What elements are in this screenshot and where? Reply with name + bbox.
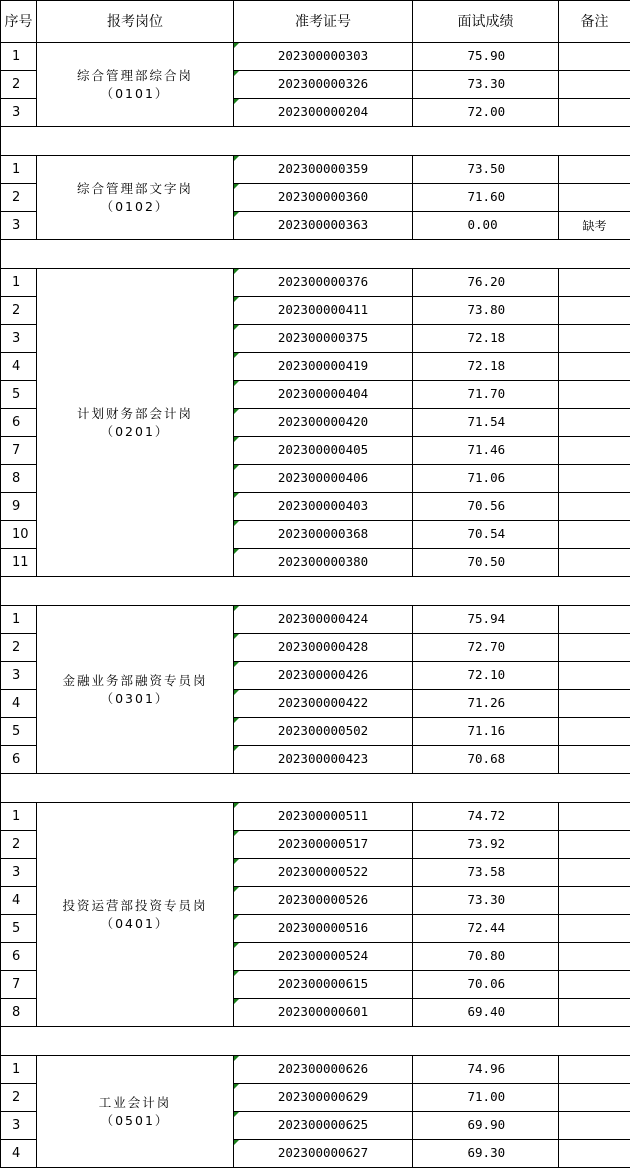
score-value: 70.54 <box>450 528 522 541</box>
seq-cell: 3 <box>1 99 37 127</box>
note-cell <box>559 437 630 465</box>
seq-cell: 5 <box>1 381 37 409</box>
score-cell <box>413 887 559 915</box>
ticket-cell: 202300000626 <box>234 1056 413 1084</box>
score-cell <box>413 1056 559 1084</box>
score-cell <box>413 915 559 943</box>
spacer-row <box>1 1027 630 1056</box>
score-value: 71.54 <box>450 416 522 429</box>
table-row <box>1 606 630 634</box>
post-cell <box>37 269 234 577</box>
seq-cell: 10 <box>1 521 37 549</box>
score-cell <box>413 184 559 212</box>
seq-cell: 8 <box>1 465 37 493</box>
post-cell <box>37 803 234 1027</box>
ticket-cell: 202300000526 <box>234 887 413 915</box>
note-cell <box>559 1056 630 1084</box>
spacer-cell <box>1 240 630 269</box>
score-cell <box>413 690 559 718</box>
score-value: 70.80 <box>450 950 522 963</box>
score-value: 72.10 <box>450 669 522 682</box>
post-name: 工业会计岗 <box>37 1094 233 1112</box>
spacer-row <box>1 577 630 606</box>
ticket-cell: 202300000380 <box>234 549 413 577</box>
seq-cell: 7 <box>1 437 37 465</box>
score-cell <box>413 325 559 353</box>
score-value: 0.00 <box>450 219 522 232</box>
note-cell <box>559 381 630 409</box>
header-note: 备注 <box>559 1 630 43</box>
note-cell <box>559 999 630 1027</box>
seq-cell: 2 <box>1 184 37 212</box>
score-cell <box>413 381 559 409</box>
score-value: 71.46 <box>450 444 522 457</box>
ticket-cell: 202300000303 <box>234 43 413 71</box>
ticket-cell: 202300000625 <box>234 1112 413 1140</box>
post-code: （0201） <box>37 423 233 441</box>
post-name: 投资运营部投资专员岗 <box>37 897 233 915</box>
ticket-cell: 202300000406 <box>234 465 413 493</box>
score-cell <box>413 1140 559 1168</box>
seq-cell: 2 <box>1 831 37 859</box>
seq-cell: 3 <box>1 1112 37 1140</box>
seq-cell: 2 <box>1 1084 37 1112</box>
seq-cell: 9 <box>1 493 37 521</box>
ticket-cell: 202300000424 <box>234 606 413 634</box>
spacer-row <box>1 127 630 156</box>
table-row <box>1 1056 630 1084</box>
score-cell <box>413 634 559 662</box>
note-cell: 缺考 <box>559 212 630 240</box>
score-value: 73.30 <box>450 78 522 91</box>
score-cell <box>413 943 559 971</box>
header-row <box>1 1 630 43</box>
score-cell <box>413 465 559 493</box>
score-value: 70.68 <box>450 753 522 766</box>
seq-cell: 3 <box>1 325 37 353</box>
seq-cell: 6 <box>1 746 37 774</box>
score-value: 71.26 <box>450 697 522 710</box>
ticket-cell: 202300000511 <box>234 803 413 831</box>
seq-cell: 4 <box>1 690 37 718</box>
note-cell <box>559 71 630 99</box>
score-value: 74.96 <box>450 1063 522 1076</box>
score-cell <box>413 521 559 549</box>
score-cell <box>413 71 559 99</box>
score-value: 72.18 <box>450 332 522 345</box>
ticket-cell: 202300000419 <box>234 353 413 381</box>
ticket-cell: 202300000423 <box>234 746 413 774</box>
spacer-cell <box>1 1027 630 1056</box>
seq-cell: 7 <box>1 971 37 999</box>
ticket-cell: 202300000403 <box>234 493 413 521</box>
seq-cell: 1 <box>1 156 37 184</box>
note-cell <box>559 634 630 662</box>
ticket-cell: 202300000516 <box>234 915 413 943</box>
seq-cell: 5 <box>1 718 37 746</box>
score-value: 73.80 <box>450 304 522 317</box>
seq-cell: 1 <box>1 43 37 71</box>
note-cell <box>559 971 630 999</box>
ticket-cell: 202300000359 <box>234 156 413 184</box>
note-cell <box>559 803 630 831</box>
seq-cell: 5 <box>1 915 37 943</box>
note-cell <box>559 746 630 774</box>
score-value: 73.50 <box>450 163 522 176</box>
header-seq: 序号 <box>1 1 37 43</box>
table-row <box>1 156 630 184</box>
ticket-cell: 202300000502 <box>234 718 413 746</box>
note-cell <box>559 156 630 184</box>
note-cell <box>559 606 630 634</box>
ticket-cell: 202300000368 <box>234 521 413 549</box>
score-cell <box>413 1112 559 1140</box>
ticket-cell: 202300000405 <box>234 437 413 465</box>
table-row <box>1 43 630 71</box>
table-row <box>1 269 630 297</box>
note-cell <box>559 1140 630 1168</box>
post-cell <box>37 43 234 127</box>
score-value: 72.18 <box>450 360 522 373</box>
score-cell <box>413 269 559 297</box>
note-cell <box>559 409 630 437</box>
spacer-row <box>1 774 630 803</box>
ticket-cell: 202300000375 <box>234 325 413 353</box>
score-value: 72.00 <box>450 106 522 119</box>
note-cell <box>559 915 630 943</box>
note-cell <box>559 43 630 71</box>
note-cell <box>559 859 630 887</box>
note-cell <box>559 184 630 212</box>
score-cell <box>413 212 559 240</box>
spacer-cell <box>1 577 630 606</box>
spacer-cell <box>1 774 630 803</box>
score-cell <box>413 746 559 774</box>
score-value: 73.58 <box>450 866 522 879</box>
score-cell <box>413 437 559 465</box>
ticket-cell: 202300000428 <box>234 634 413 662</box>
note-cell <box>559 465 630 493</box>
score-value: 75.90 <box>450 50 522 63</box>
post-name: 综合管理部综合岗 <box>37 67 233 85</box>
header-score: 面试成绩 <box>413 1 559 43</box>
score-cell <box>413 43 559 71</box>
score-value: 69.40 <box>450 1006 522 1019</box>
score-cell <box>413 297 559 325</box>
seq-cell: 2 <box>1 297 37 325</box>
seq-cell: 2 <box>1 71 37 99</box>
ticket-cell: 202300000420 <box>234 409 413 437</box>
ticket-cell: 202300000524 <box>234 943 413 971</box>
note-cell <box>559 690 630 718</box>
score-cell <box>413 718 559 746</box>
score-cell <box>413 1084 559 1112</box>
score-cell <box>413 156 559 184</box>
note-cell <box>559 1112 630 1140</box>
note-cell <box>559 297 630 325</box>
post-name: 金融业务部融资专员岗 <box>37 672 233 690</box>
score-value: 71.16 <box>450 725 522 738</box>
score-value: 71.00 <box>450 1091 522 1104</box>
ticket-cell: 202300000422 <box>234 690 413 718</box>
score-value: 69.90 <box>450 1119 522 1132</box>
score-cell <box>413 549 559 577</box>
ticket-cell: 202300000615 <box>234 971 413 999</box>
note-cell <box>559 549 630 577</box>
score-value: 73.92 <box>450 838 522 851</box>
ticket-cell: 202300000411 <box>234 297 413 325</box>
note-cell <box>559 521 630 549</box>
seq-cell: 4 <box>1 887 37 915</box>
seq-cell: 6 <box>1 943 37 971</box>
score-cell <box>413 803 559 831</box>
score-cell <box>413 999 559 1027</box>
post-name: 计划财务部会计岗 <box>37 405 233 423</box>
post-cell <box>37 606 234 774</box>
spacer-cell <box>1 127 630 156</box>
score-value: 74.72 <box>450 810 522 823</box>
score-cell <box>413 662 559 690</box>
score-value: 75.94 <box>450 613 522 626</box>
post-code: （0301） <box>37 690 233 708</box>
note-cell <box>559 493 630 521</box>
ticket-cell: 202300000360 <box>234 184 413 212</box>
score-value: 73.30 <box>450 894 522 907</box>
ticket-cell: 202300000629 <box>234 1084 413 1112</box>
ticket-cell: 202300000627 <box>234 1140 413 1168</box>
note-cell <box>559 831 630 859</box>
seq-cell: 4 <box>1 353 37 381</box>
ticket-cell: 202300000517 <box>234 831 413 859</box>
spacer-row <box>1 240 630 269</box>
seq-cell: 1 <box>1 1056 37 1084</box>
header-post: 报考岗位 <box>37 1 234 43</box>
post-code: （0501） <box>37 1112 233 1130</box>
note-cell <box>559 1084 630 1112</box>
seq-cell: 4 <box>1 1140 37 1168</box>
score-value: 72.70 <box>450 641 522 654</box>
seq-cell: 3 <box>1 212 37 240</box>
note-cell <box>559 718 630 746</box>
score-value: 69.30 <box>450 1147 522 1160</box>
ticket-cell: 202300000204 <box>234 99 413 127</box>
seq-cell: 3 <box>1 859 37 887</box>
post-name: 综合管理部文字岗 <box>37 180 233 198</box>
ticket-cell: 202300000426 <box>234 662 413 690</box>
seq-cell: 8 <box>1 999 37 1027</box>
note-cell <box>559 943 630 971</box>
seq-cell: 6 <box>1 409 37 437</box>
ticket-cell: 202300000522 <box>234 859 413 887</box>
ticket-cell: 202300000601 <box>234 999 413 1027</box>
seq-cell: 2 <box>1 634 37 662</box>
header-ticket: 准考证号 <box>234 1 413 43</box>
post-code: （0401） <box>37 915 233 933</box>
note-cell <box>559 887 630 915</box>
post-code: （0101） <box>37 85 233 103</box>
score-cell <box>413 606 559 634</box>
seq-cell: 3 <box>1 662 37 690</box>
note-cell <box>559 269 630 297</box>
table-row <box>1 803 630 831</box>
score-value: 71.06 <box>450 472 522 485</box>
note-cell <box>559 325 630 353</box>
ticket-cell: 202300000404 <box>234 381 413 409</box>
score-cell <box>413 353 559 381</box>
score-value: 71.60 <box>450 191 522 204</box>
post-cell <box>37 156 234 240</box>
ticket-cell: 202300000326 <box>234 71 413 99</box>
post-code: （0102） <box>37 198 233 216</box>
note-cell <box>559 353 630 381</box>
seq-cell: 11 <box>1 549 37 577</box>
note-cell <box>559 99 630 127</box>
score-value: 70.06 <box>450 978 522 991</box>
post-cell <box>37 1056 234 1168</box>
score-value: 76.20 <box>450 276 522 289</box>
seq-cell: 1 <box>1 269 37 297</box>
seq-cell: 1 <box>1 803 37 831</box>
score-cell <box>413 971 559 999</box>
score-cell <box>413 859 559 887</box>
score-value: 70.50 <box>450 556 522 569</box>
ticket-cell: 202300000363 <box>234 212 413 240</box>
ticket-cell: 202300000376 <box>234 269 413 297</box>
score-value: 72.44 <box>450 922 522 935</box>
score-cell <box>413 409 559 437</box>
score-cell <box>413 493 559 521</box>
score-value: 71.70 <box>450 388 522 401</box>
note-cell <box>559 662 630 690</box>
score-cell <box>413 99 559 127</box>
score-cell <box>413 831 559 859</box>
score-value: 70.56 <box>450 500 522 513</box>
seq-cell: 1 <box>1 606 37 634</box>
